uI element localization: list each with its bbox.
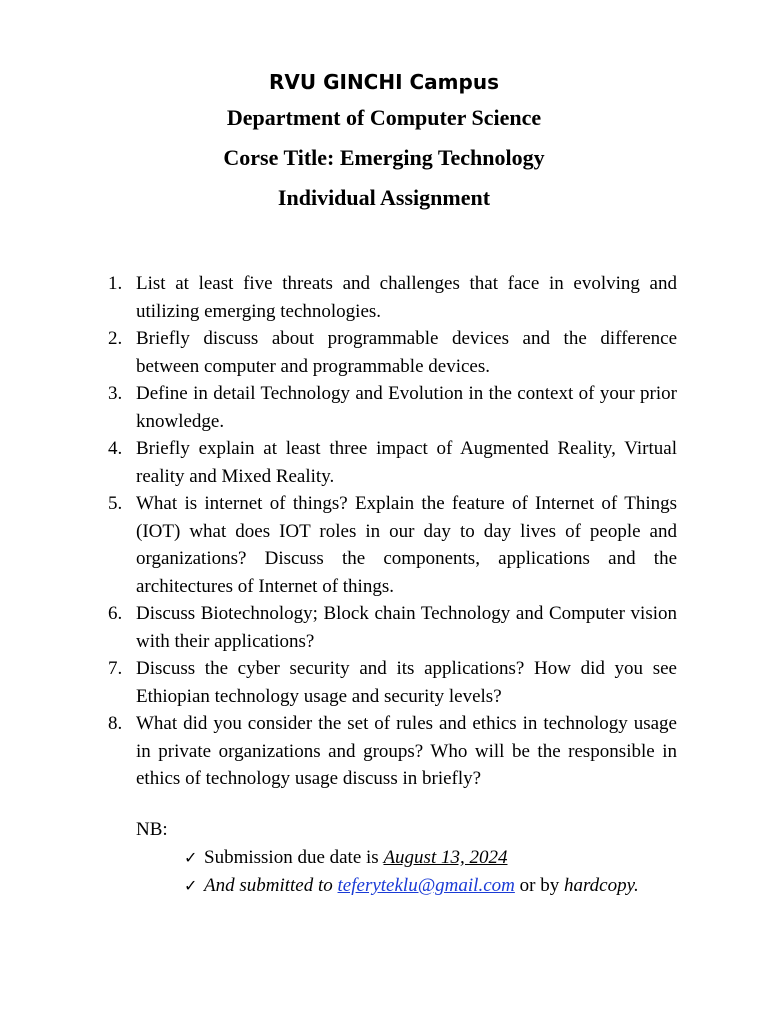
question-text: Define in detail Technology and Evolution in the context of your prior knowledge.	[136, 383, 677, 432]
due-date: August 13, 2024	[383, 847, 508, 868]
checkmark-icon: ✓	[184, 876, 198, 895]
nb-label: NB:	[136, 819, 168, 840]
due-date-note	[184, 844, 639, 872]
question-list	[108, 270, 677, 793]
checkmark-icon: ✓	[184, 848, 198, 867]
question-text: Briefly explain at least three impact of Augmented Reality, Virtual reality and Mixed Reality.	[136, 438, 677, 487]
question-item	[108, 710, 677, 793]
submission-note	[184, 872, 639, 900]
question-number: 4.	[108, 438, 123, 459]
question-text: Discuss Biotechnology; Block chain Technology and Computer vision with their applications?	[136, 603, 677, 652]
question-number: 6.	[108, 603, 123, 624]
assignment-title: Individual Assignment	[277, 185, 491, 210]
question-text: What is internet of things? Explain the feature of Internet of Things (IOT) what does IOT roles in our day to day lives of people and organizations? Discuss the components, applications and the architectures of Internet of things.	[136, 493, 677, 597]
question-item	[108, 270, 677, 325]
submitted-prefix: And submitted to	[204, 875, 338, 896]
email-link[interactable]: teferyteklu@gmail.com	[337, 875, 515, 896]
department-title: Department of Computer Science	[226, 105, 542, 130]
question-number: 7.	[108, 658, 123, 679]
question-text: Briefly discuss about programmable devices and the difference between computer and programmable devices.	[136, 328, 677, 377]
notes-list	[184, 844, 639, 900]
question-item	[108, 325, 677, 380]
campus-title: RVU GINCHI Campus	[269, 70, 499, 94]
question-text: What did you consider the set of rules and ethics in technology usage in private organizations and groups? Who will be the responsible in ethics of technology usage discuss in briefly?	[136, 713, 677, 789]
question-number: 2.	[108, 328, 123, 349]
question-text: List at least five threats and challenges that face in evolving and utilizing emerging technologies.	[136, 273, 677, 322]
question-number: 8.	[108, 713, 123, 734]
question-number: 5.	[108, 493, 123, 514]
document-header	[0, 66, 768, 218]
hardcopy-text: hardcopy.	[563, 875, 639, 896]
question-item	[108, 600, 677, 655]
due-date-prefix: Submission due date is	[204, 847, 384, 868]
question-number: 1.	[108, 273, 123, 294]
question-item	[108, 380, 677, 435]
question-item	[108, 435, 677, 490]
course-title: Corse Title: Emerging Technology	[223, 145, 545, 170]
or-by-text: or by	[514, 875, 564, 896]
question-number: 3.	[108, 383, 123, 404]
question-item	[108, 490, 677, 600]
question-text: Discuss the cyber security and its applications? How did you see Ethiopian technology usage and security levels?	[136, 658, 677, 707]
question-item	[108, 655, 677, 710]
